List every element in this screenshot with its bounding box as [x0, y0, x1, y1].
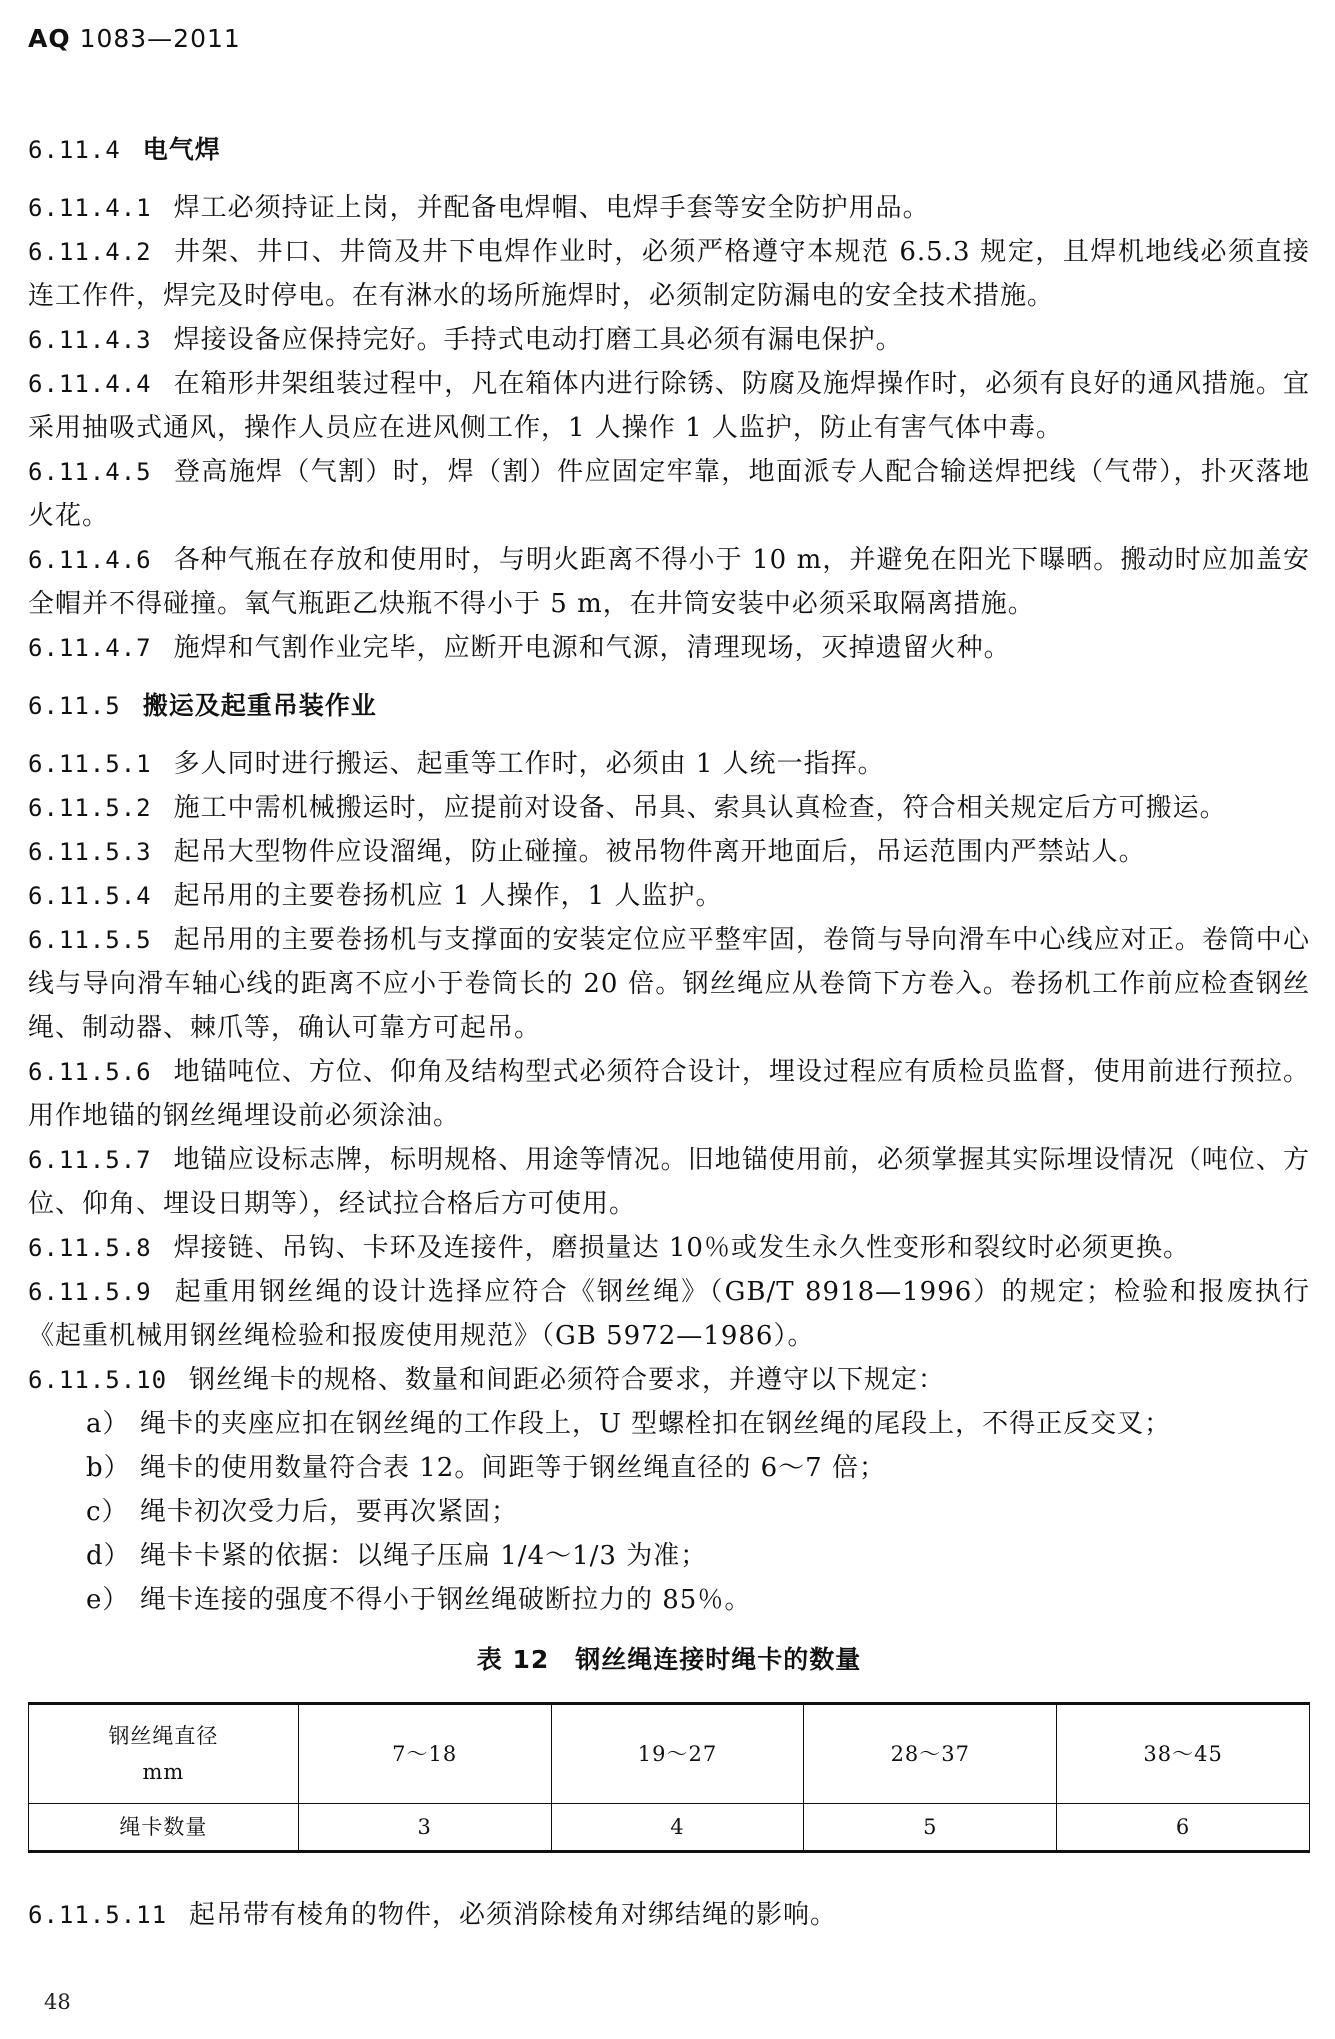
clause-6-11-4-4 [28, 362, 1310, 450]
page-number: 48 [44, 1990, 71, 2014]
clause-6-11-4-6 [28, 538, 1310, 626]
clause-number: 6.11.4.6 [28, 546, 152, 574]
clause-text: 地锚吨位、方位、仰角及结构型式必须符合设计，埋设过程应有质检员监督，使用前进行预拉。用作地锚的钢丝绳埋设前必须涂油。 [28, 1057, 1310, 1131]
clause-number: 6.11.5.9 [28, 1278, 152, 1306]
clause-number: 6.11.4.7 [28, 634, 152, 662]
standard-number: 1083—2011 [79, 24, 241, 53]
clause-6-11-5-11 [28, 1893, 1310, 1937]
rope-clip-table [28, 1702, 1310, 1853]
clause-number: 6.11.4.4 [28, 370, 152, 398]
clause-text: 钢丝绳卡的规格、数量和间距必须符合要求，并遵守以下规定： [189, 1365, 946, 1395]
clause-text: 登高施焊（气割）时，焊（割）件应固定牢靠，地面派专人配合输送焊把线（气带），扑灭落地火花。 [28, 457, 1310, 531]
clause-6-11-4-7 [28, 626, 1310, 670]
list-item [28, 1490, 1310, 1534]
clause-text: 地锚应设标志牌，标明规格、用途等情况。旧地锚使用前，必须掌握其实际埋设情况（吨位、方位、仰角、埋设日期等），经试拉合格后方可使用。 [28, 1145, 1310, 1219]
table-row [29, 1704, 1310, 1804]
table-cell: 5 [804, 1804, 1057, 1852]
clause-number: 6.11.5.7 [28, 1146, 152, 1174]
list-item [28, 1578, 1310, 1622]
clause-text: 各种气瓶在存放和使用时，与明火距离不得小于 10 m，并避免在阳光下曝晒。搬动时应加盖安全帽并不得碰撞。氧气瓶距乙炔瓶不得小于 5 m，在井筒安装中必须采取隔离措施。 [28, 545, 1310, 619]
table-cell: 4 [551, 1804, 804, 1852]
table-cell: 7～18 [298, 1704, 551, 1804]
clause-text: 施工中需机械搬运时，应提前对设备、吊具、索具认真检查，符合相关规定后方可搬运。 [173, 793, 1227, 823]
clause-number: 6.11.4.3 [28, 326, 152, 354]
table-row-header [29, 1704, 299, 1804]
clause-6-11-5-1 [28, 742, 1310, 786]
list-item-label: d） [86, 1541, 131, 1571]
table-cell: 3 [298, 1804, 551, 1852]
clause-number: 6.11.5.5 [28, 926, 152, 954]
unit-label: mm [142, 1760, 185, 1784]
diameter-label: 钢丝绳直径 [108, 1724, 219, 1748]
section-title: 电气焊 [142, 135, 221, 164]
table-cell: 38～45 [1057, 1704, 1310, 1804]
clause-text: 井架、井口、井筒及井下电焊作业时，必须严格遵守本规范 6.5.3 规定，且焊机地线必须直接连工作件，焊完及时停电。在有淋水的场所施焊时，必须制定防漏电的安全技术措施。 [28, 237, 1310, 311]
list-item-label: e） [86, 1585, 130, 1615]
clause-text: 起吊用的主要卷扬机应 1 人操作，1 人监护。 [173, 881, 723, 911]
page-header [28, 24, 241, 53]
list-item-text: 绳卡的夹座应扣在钢丝绳的工作段上，U 型螺栓扣在钢丝绳的尾段上，不得正反交叉； [140, 1409, 1172, 1439]
clause-text: 起吊带有棱角的物件，必须消除棱角对绑结绳的影响。 [189, 1900, 838, 1930]
list-item [28, 1446, 1310, 1490]
clause-number: 6.11.5.3 [28, 838, 152, 866]
clause-number: 6.11.4.5 [28, 458, 152, 486]
clause-6-11-5-8 [28, 1226, 1310, 1270]
table-row [29, 1804, 1310, 1852]
table-cell: 19～27 [551, 1704, 804, 1804]
section-heading-6-11-5 [28, 684, 1310, 728]
list-item-text: 绳卡的使用数量符合表 12。间距等于钢丝绳直径的 6～7 倍； [140, 1453, 886, 1483]
clause-text: 起吊大型物件应设溜绳，防止碰撞。被吊物件离开地面后，吊运范围内严禁站人。 [173, 837, 1146, 867]
table-cell: 6 [1057, 1804, 1310, 1852]
table-row-header: 绳卡数量 [29, 1804, 299, 1852]
section-heading-6-11-4 [28, 128, 1310, 172]
standard-code: AQ [28, 24, 71, 53]
clause-text: 多人同时进行搬运、起重等工作时，必须由 1 人统一指挥。 [173, 749, 885, 779]
clause-text: 焊接链、吊钩、卡环及连接件，磨损量达 10％或发生永久性变形和裂纹时必须更换。 [173, 1233, 1190, 1263]
table-cell: 28～37 [804, 1704, 1057, 1804]
clause-6-11-5-6 [28, 1050, 1310, 1138]
clause-6-11-4-1 [28, 186, 1310, 230]
list-item-text: 绳卡卡紧的依据：以绳子压扁 1/4～1/3 为准； [140, 1541, 708, 1571]
clause-number: 6.11.5.8 [28, 1234, 152, 1262]
clause-text: 起重用钢丝绳的设计选择应符合《钢丝绳》（GB/T 8918—1996）的规定；检验和报废执行《起重机械用钢丝绳检验和报废使用规范》（GB 5972—1986）。 [28, 1277, 1310, 1351]
section-title: 搬运及起重吊装作业 [142, 691, 377, 720]
clause-number: 6.11.5.11 [28, 1901, 168, 1929]
clause-6-11-5-2 [28, 786, 1310, 830]
clause-6-11-4-3 [28, 318, 1310, 362]
clause-number: 6.11.5.4 [28, 882, 152, 910]
clause-number: 6.11.5.10 [28, 1366, 168, 1394]
clause-number: 6.11.5.6 [28, 1058, 152, 1086]
list-item-label: b） [86, 1453, 131, 1483]
clause-number: 6.11.5.1 [28, 750, 152, 778]
clause-text: 施焊和气割作业完毕，应断开电源和气源，清理现场，灭掉遗留火种。 [173, 633, 1011, 663]
clause-6-11-5-9 [28, 1270, 1310, 1358]
document-body [28, 120, 1310, 1937]
clause-6-11-5-4 [28, 874, 1310, 918]
clause-text: 焊接设备应保持完好。手持式电动打磨工具必须有漏电保护。 [173, 325, 903, 355]
list-item-text: 绳卡连接的强度不得小于钢丝绳破断拉力的 85％。 [140, 1585, 752, 1615]
list-item [28, 1402, 1310, 1446]
clause-number: 6.11.4.1 [28, 194, 152, 222]
clause-6-11-5-5 [28, 918, 1310, 1050]
list-item-text: 绳卡初次受力后，要再次紧固； [140, 1497, 519, 1527]
clause-text: 起吊用的主要卷扬机与支撑面的安装定位应平整牢固，卷筒与导向滑车中心线应对正。卷筒中心线与导向滑车轴心线的距离不应小于卷筒长的 20 倍。钢丝绳应从卷筒下方卷入。卷扬机工作前应检查钢丝绳、制动器、棘爪等，确认可靠方可起吊。 [28, 925, 1310, 1043]
section-number: 6.11.5 [28, 692, 121, 720]
list-item [28, 1534, 1310, 1578]
list-item-label: a） [86, 1409, 130, 1439]
clause-6-11-5-7 [28, 1138, 1310, 1226]
clause-text: 在箱形井架组装过程中，凡在箱体内进行除锈、防腐及施焊操作时，必须有良好的通风措施。宜采用抽吸式通风，操作人员应在进风侧工作，1 人操作 1 人监护，防止有害气体中毒。 [28, 369, 1310, 443]
clause-6-11-5-10 [28, 1358, 1310, 1402]
clause-text: 焊工必须持证上岗，并配备电焊帽、电焊手套等安全防护用品。 [173, 193, 930, 223]
clause-number: 6.11.5.2 [28, 794, 152, 822]
table-title: 表 12 钢丝绳连接时绳卡的数量 [476, 1645, 862, 1674]
clause-6-11-4-5 [28, 450, 1310, 538]
list-item-label: c） [86, 1497, 129, 1527]
clause-6-11-5-3 [28, 830, 1310, 874]
clause-number: 6.11.4.2 [28, 238, 152, 266]
section-number: 6.11.4 [28, 136, 121, 164]
clause-6-11-4-2 [28, 230, 1310, 318]
